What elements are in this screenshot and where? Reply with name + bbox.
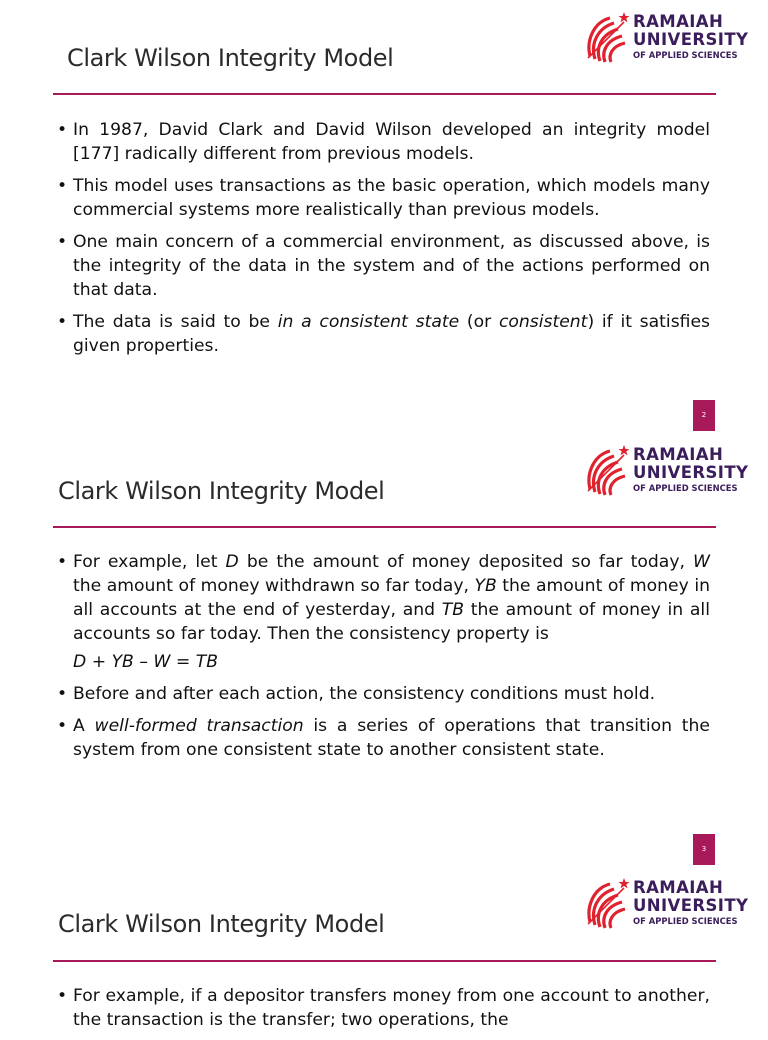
- bullet-item: • A well-formed transaction is a series of operations that transition the system from one consistent state to another consistent state.: [57, 716, 710, 760]
- ramaiah-logo-emblem-icon: [584, 876, 630, 930]
- bullet-list: [57, 550, 710, 770]
- consistency-formula: D + YB – W = TB: [73, 652, 218, 672]
- bullet-item: • Before and after each action, the consistency conditions must hold.: [57, 684, 656, 704]
- ramaiah-logo-emblem-icon: [584, 10, 630, 64]
- page-number: 2: [693, 400, 715, 431]
- bullet-item: • For example, let D be the amount of money deposited so far today, W the amount of money withdrawn so far today, YB the amount of money in all accounts at the end of yesterday, and TB the amount of money in all accounts so far today. Then the consistency property is: [57, 552, 711, 644]
- ramaiah-logo-emblem-icon: [584, 443, 630, 497]
- logo-line-2: UNIVERSITY: [633, 463, 749, 482]
- slide-1: [0, 0, 768, 433]
- bullet-item: • The data is said to be in a consistent state (or consistent) if it satisfies given properties.: [57, 312, 710, 356]
- bullet-item: • For example, if a depositor transfers money from one account to another, the transaction is the transfer; two operations, the: [57, 986, 710, 1030]
- slide-2: [0, 433, 768, 866]
- university-logo: [584, 10, 754, 68]
- page-number: 3: [693, 834, 715, 865]
- university-logo: [584, 443, 754, 501]
- title-divider: [53, 960, 716, 962]
- bullet-item: • This model uses transactions as the basic operation, which models many commercial systems more realistically than previous models.: [57, 176, 710, 220]
- title-divider: [53, 93, 716, 95]
- logo-line-1: RAMAIAH: [633, 12, 724, 31]
- logo-line-3: OF APPLIED SCIENCES: [633, 916, 738, 926]
- logo-line-3: OF APPLIED SCIENCES: [633, 50, 738, 60]
- bullet-item: • One main concern of a commercial environment, as discussed above, is the integrity of the data in the system and of the actions performed on that data.: [57, 232, 710, 300]
- slide-title: Clark Wilson Integrity Model: [58, 477, 385, 505]
- university-logo: [584, 876, 754, 934]
- slide-title: Clark Wilson Integrity Model: [58, 910, 385, 938]
- title-divider: [53, 526, 716, 528]
- logo-line-2: UNIVERSITY: [633, 30, 749, 49]
- logo-line-2: UNIVERSITY: [633, 896, 749, 915]
- logo-line-3: OF APPLIED SCIENCES: [633, 483, 738, 493]
- bullet-item: • In 1987, David Clark and David Wilson developed an integrity model [177] radically different from previous models.: [57, 120, 710, 164]
- logo-line-1: RAMAIAH: [633, 445, 724, 464]
- bullet-list: [57, 118, 710, 366]
- bullet-list: [57, 984, 710, 1040]
- logo-line-1: RAMAIAH: [633, 878, 724, 897]
- slide-3: [0, 866, 768, 1030]
- slide-title: Clark Wilson Integrity Model: [67, 44, 394, 72]
